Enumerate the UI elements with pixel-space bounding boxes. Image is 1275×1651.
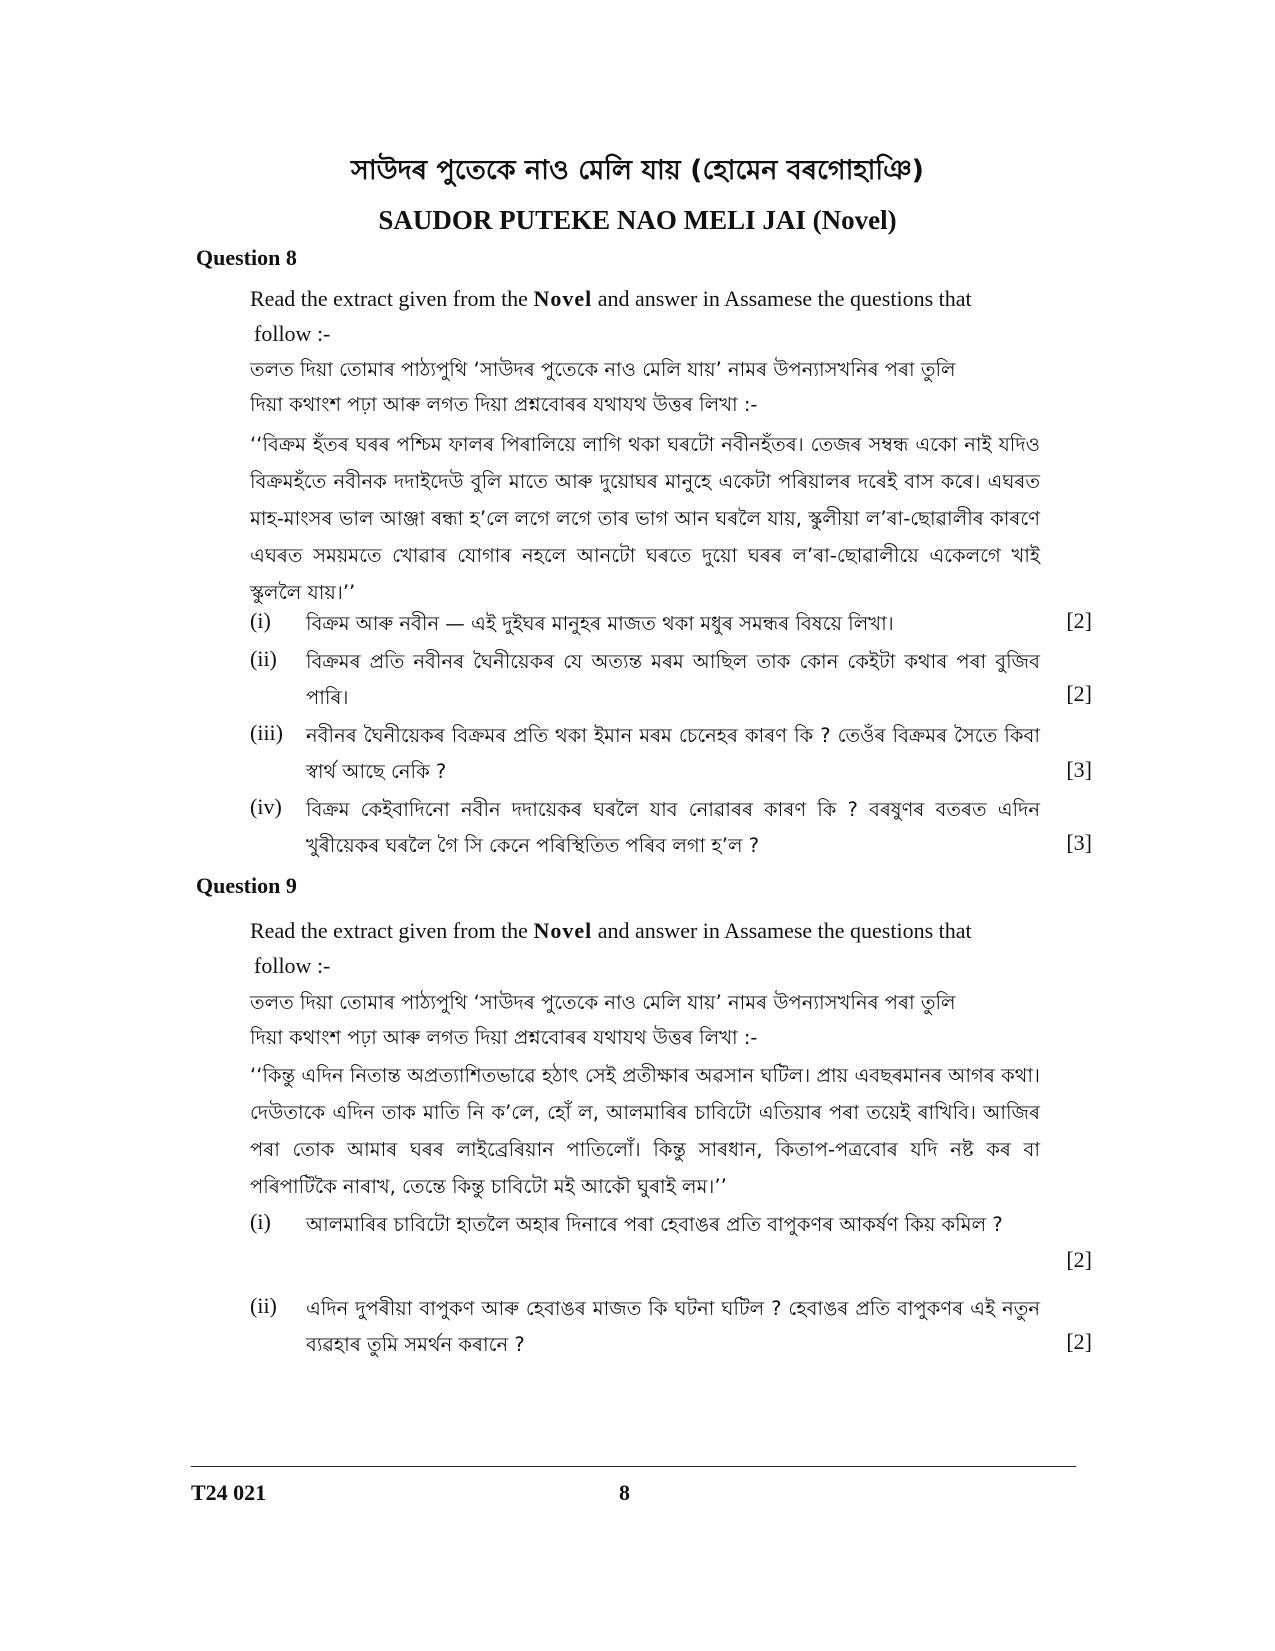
subquestion-marks: [3] [1066,757,1092,782]
question-8-extract: ‘‘বিক্ৰম হঁতৰ ঘৰৰ পশ্চিম ফালৰ পিৰালিয়ে লাগি থকা ঘৰটো নবীনহঁতৰ। তেজৰ সম্বন্ধ একো নাই যদিও বিক্ৰমহঁতে নবীনক দদাইদেউ বুলি মাতে আৰু দুয়োঘৰ মানুহে একেটা পৰিয়ালৰ দৰেই বাস কৰে। এঘৰত মাহ-মাংসৰ ভাল আঞ্জা ৰন্ধা হ’লে লগে লগে তাৰ ভাগ আন ঘৰলৈ যায়, স্কুলীয়া ল’ৰা-ছোৱালীৰ কাৰণে এঘৰত সময়মতে খোৱাৰ যোগাৰ নহলে আনটো ঘৰতে দুয়ো ঘৰৰ ল’ৰা-ছোৱালীয়ে একেলগে খাই স্কুললৈ যায়।’’ [250,433,1040,604]
question-9-subquestion-i [250,1209,1092,1285]
paper-code: T24 021 [191,1480,267,1505]
question-9-heading: Question 9 [196,873,297,898]
subquestion-number: (ii) [250,646,277,671]
subquestion-number: (i) [250,608,271,633]
page-number: 8 [619,1480,630,1505]
instruction-assamese-line: দিয়া কথাংশ পঢ়া আৰু লগত দিয়া প্ৰশ্নবোৰৰ যথাযথ উত্তৰ লিখা :- [250,1026,758,1049]
question-8-subquestion-iii [250,720,1092,796]
subquestion-text: বিক্ৰম আৰু নবীন — এই দুইঘৰ মানুহৰ মাজত থকা মধুৰ সমন্ধৰ বিষয়ে লিখা। [306,612,894,635]
instruction-text: Read the extract given from the [250,918,528,943]
question-8-instruction-assamese [250,352,1040,422]
subquestion-text: আলমাৰিৰ চাবিটো হাতলৈ অহাৰ দিনাৰে পৰা হেবাঙৰ প্ৰতি বাপুকণৰ আকৰ্ষণ কিয় কমিল ? [306,1213,1003,1236]
subquestion-text: বিক্ৰম কেইবাদিনো নবীন দদায়েকৰ ঘৰলৈ যাব নোৱাৰৰ কাৰণ কি ? বৰষুণৰ বতৰত এদিন খুৰীয়েকৰ ঘৰলৈ গৈ সি কেনে পৰিস্থিতিত পৰিব লগা হ’ল ? [306,798,1040,857]
title-assamese: সাউদৰ পুতেকে নাও মেলি যায় (হোমেন বৰগোহাঞি) [350,155,924,186]
subquestion-text: এদিন দুপৰীয়া বাপুকণ আৰু হেবাঙৰ মাজত কি ঘটনা ঘটিল ? হেবাঙৰ প্ৰতি বাপুকণৰ এই নতুন ব্যৱহাৰ তুমি সমৰ্থন কৰানে ? [306,1297,1040,1356]
subquestion-text: বিক্ৰমৰ প্ৰতি নবীনৰ ঘৈনীয়েকৰ যে অত্যন্ত মৰম আছিল তাক কোন কেইটা কথাৰ পৰা বুজিব পাৰি। [306,650,1040,709]
title-english: SAUDOR PUTEKE NAO MELI JAI (Novel) [378,205,897,235]
instruction-text: Read the extract given from the [250,286,528,311]
subquestion-text: নবীনৰ ঘৈনীয়েকৰ বিক্ৰমৰ প্ৰতি থকা ইমান মৰম চেনেহৰ কাৰণ কি ? তেওঁৰ বিক্ৰমৰ সৈতে কিবা স্বাৰ্থ আছে নেকি ? [306,724,1040,783]
instruction-text: and answer in Assamese the questions that [597,918,972,943]
question-9-subquestion-ii [250,1293,1092,1369]
instruction-follow: follow :- [254,953,331,978]
subquestion-marks: [2] [1066,1247,1092,1272]
instruction-assamese-line: দিয়া কথাংশ পঢ়া আৰু লগত দিয়া প্ৰশ্নবোৰৰ যথাযথ উত্তৰ লিখা :- [250,393,758,416]
subquestion-marks: [2] [1066,1329,1092,1354]
instruction-keyword: Novel [533,286,593,311]
subquestion-marks: [3] [1066,830,1092,855]
instruction-assamese-line: তলত দিয়া তোমাৰ পাঠ্যপুথি ‘সাউদৰ পুতেকে নাও মেলি যায়’ নামৰ উপন্যাসখনিৰ পৰা তুলি [250,991,956,1014]
subquestion-number: (ii) [250,1293,277,1318]
subquestion-number: (i) [250,1209,271,1234]
subquestion-number: (iv) [250,794,282,819]
question-8-subquestion-ii [250,646,1092,722]
instruction-text: and answer in Assamese the questions that [597,286,972,311]
subquestion-number: (iii) [250,720,283,745]
instruction-assamese-line: তলত দিয়া তোমাৰ পাঠ্যপুথি ‘সাউদৰ পুতেকে নাও মেলি যায়’ নামৰ উপন্যাসখনিৰ পৰা তুলি [250,358,956,381]
footer-rule [191,1466,1076,1467]
subquestion-marks: [2] [1066,681,1092,706]
instruction-keyword: Novel [533,918,593,943]
subquestion-marks: [2] [1066,608,1092,633]
question-9-instruction-assamese [250,985,1040,1055]
instruction-follow: follow :- [254,321,331,346]
question-9-extract: ‘‘কিন্তু এদিন নিতান্ত অপ্ৰত্যাশিতভাৱে হঠাৎ সেই প্ৰতীক্ষাৰ অৱসান ঘটিল। প্ৰায় এবছৰমানৰ আগৰ কথা। দেউতাকে এদিন তাক মাতি নি ক’লে, হোঁ ল, আলমাৰিৰ চাবিটো এতিয়াৰ পৰা তয়েই ৰাখিবি। আজিৰ পৰা তোক আমাৰ ঘৰৰ লাইব্ৰেৰিয়ান পাতিলোঁ। কিন্তু সাৰধান, কিতাপ-পত্ৰবোৰ যদি নষ্ট কৰ বা পৰিপাটিকৈ নাৰাখ, তেন্তে কিন্তু চাবিটো মই আকৌ ঘুৰাই লম।’’ [250,1064,1040,1198]
question-8-instruction-english [250,281,1040,351]
question-8-subquestion-iv [250,794,1092,870]
question-8-subquestion-i [250,608,1092,648]
question-8-heading: Question 8 [196,245,297,270]
question-9-instruction-english [250,913,1040,983]
